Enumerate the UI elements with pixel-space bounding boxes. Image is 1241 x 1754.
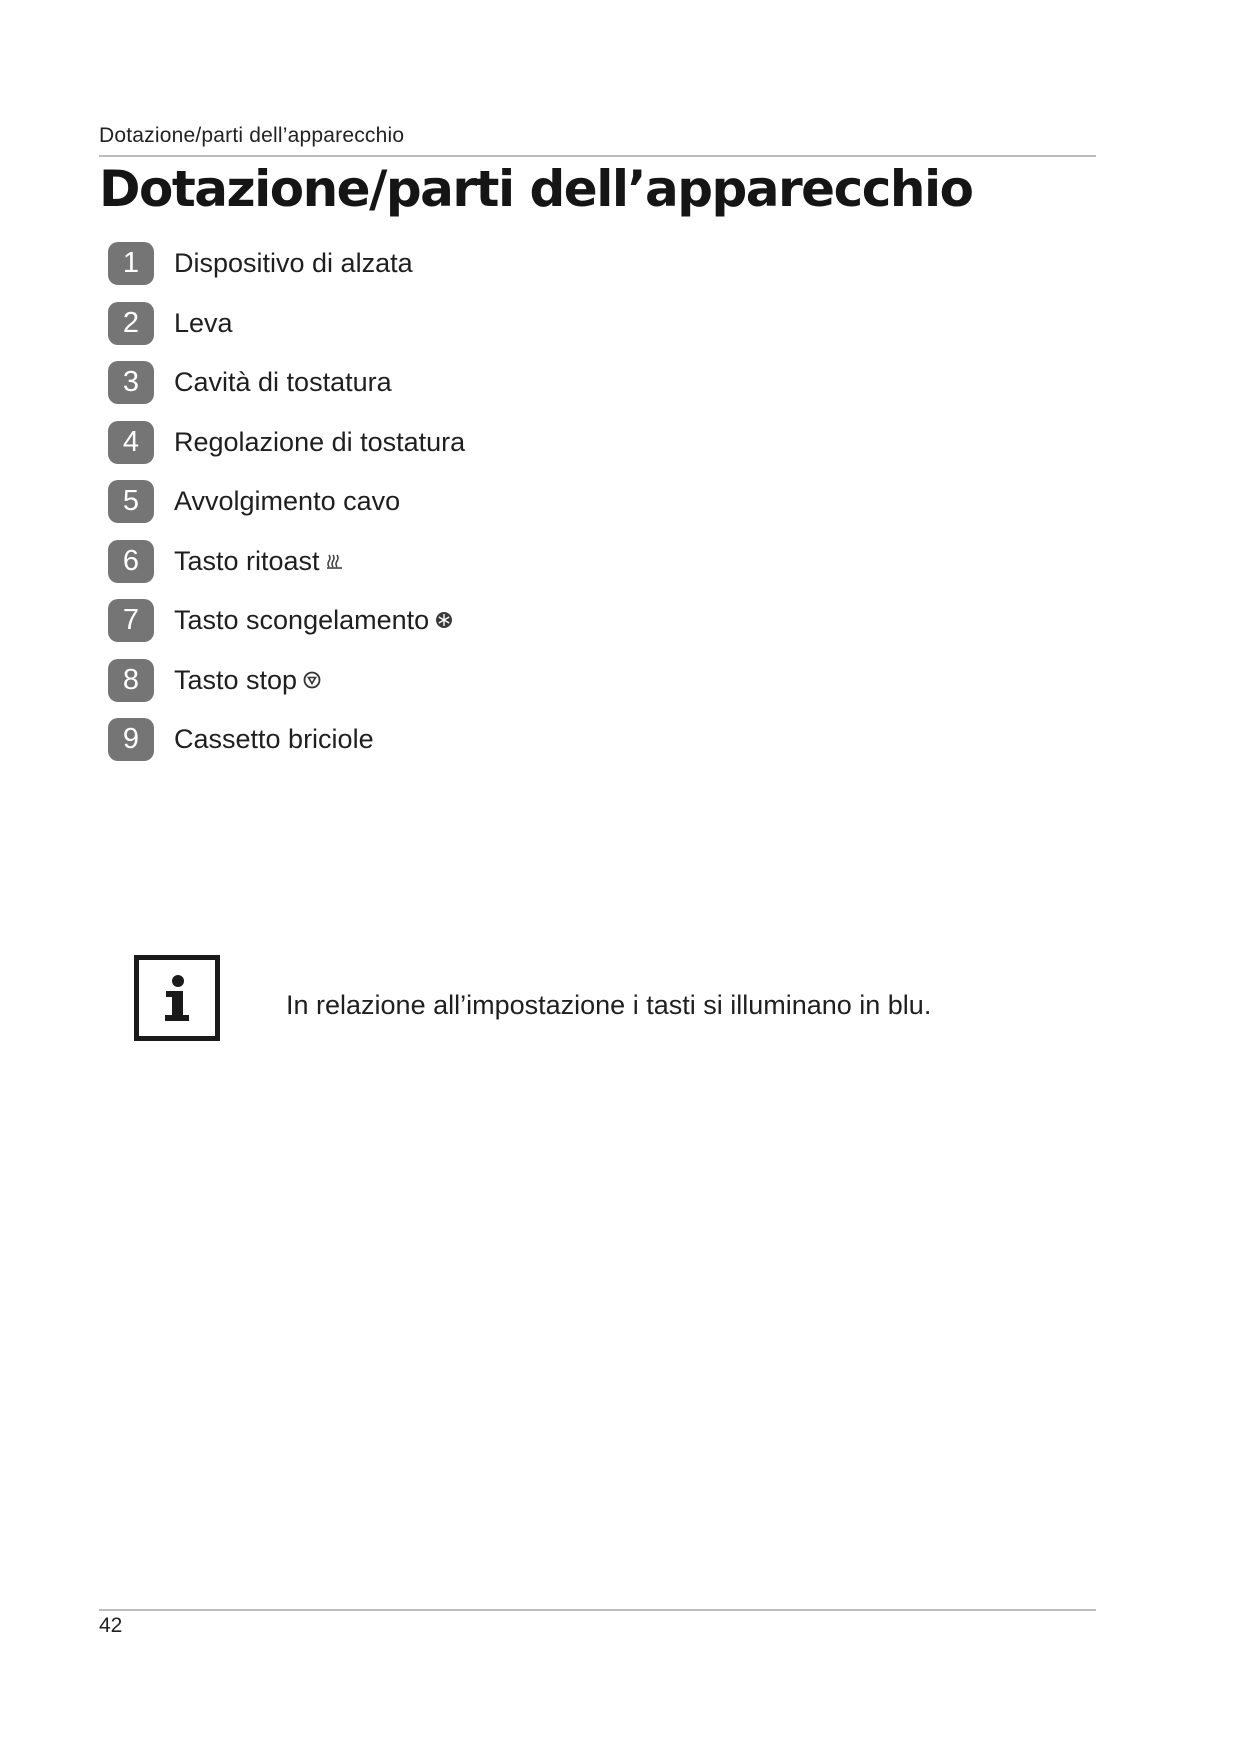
part-number-badge: 4 xyxy=(108,421,154,464)
info-note-text: In relazione all’impostazione i tasti si illuminano in blu. xyxy=(286,990,932,1020)
list-item xyxy=(108,421,465,481)
part-number-badge: 8 xyxy=(108,659,154,702)
list-item xyxy=(108,540,465,600)
part-label: Cassetto briciole xyxy=(174,724,374,754)
reheat-icon xyxy=(326,540,344,583)
list-item xyxy=(108,242,465,302)
info-icon xyxy=(134,955,220,1041)
part-label-row xyxy=(174,599,453,642)
page-number: 42 xyxy=(99,1614,123,1637)
part-number-badge: 7 xyxy=(108,599,154,642)
list-item xyxy=(108,718,465,778)
header-divider xyxy=(99,155,1096,157)
part-label: Avvolgimento cavo xyxy=(174,486,401,516)
part-label: Tasto ritoast xyxy=(174,545,320,576)
part-number-badge: 9 xyxy=(108,718,154,761)
part-number-badge: 2 xyxy=(108,302,154,345)
parts-list xyxy=(108,242,465,778)
part-number-badge: 3 xyxy=(108,361,154,404)
running-header: Dotazione/parti dell’apparecchio xyxy=(99,124,405,147)
list-item xyxy=(108,361,465,421)
part-label: Dispositivo di alzata xyxy=(174,248,413,278)
part-label: Cavità di tostatura xyxy=(174,367,392,397)
part-label-row xyxy=(174,540,344,583)
list-item xyxy=(108,302,465,362)
list-item xyxy=(108,599,465,659)
list-item xyxy=(108,659,465,719)
part-number-badge: 5 xyxy=(108,480,154,523)
stop-icon xyxy=(303,659,321,702)
part-label: Leva xyxy=(174,307,233,338)
part-label: Regolazione di tostatura xyxy=(174,426,466,457)
page-title: Dotazione/parti dell’apparecchio xyxy=(99,160,973,218)
part-number-badge: 1 xyxy=(108,242,154,285)
list-item xyxy=(108,480,465,540)
defrost-icon xyxy=(435,599,453,642)
part-number-badge: 6 xyxy=(108,540,154,583)
part-label: Tasto stop xyxy=(174,664,298,695)
part-label: Tasto scongelamento xyxy=(174,605,430,635)
part-label-row xyxy=(174,659,321,702)
footer-divider xyxy=(99,1609,1096,1611)
